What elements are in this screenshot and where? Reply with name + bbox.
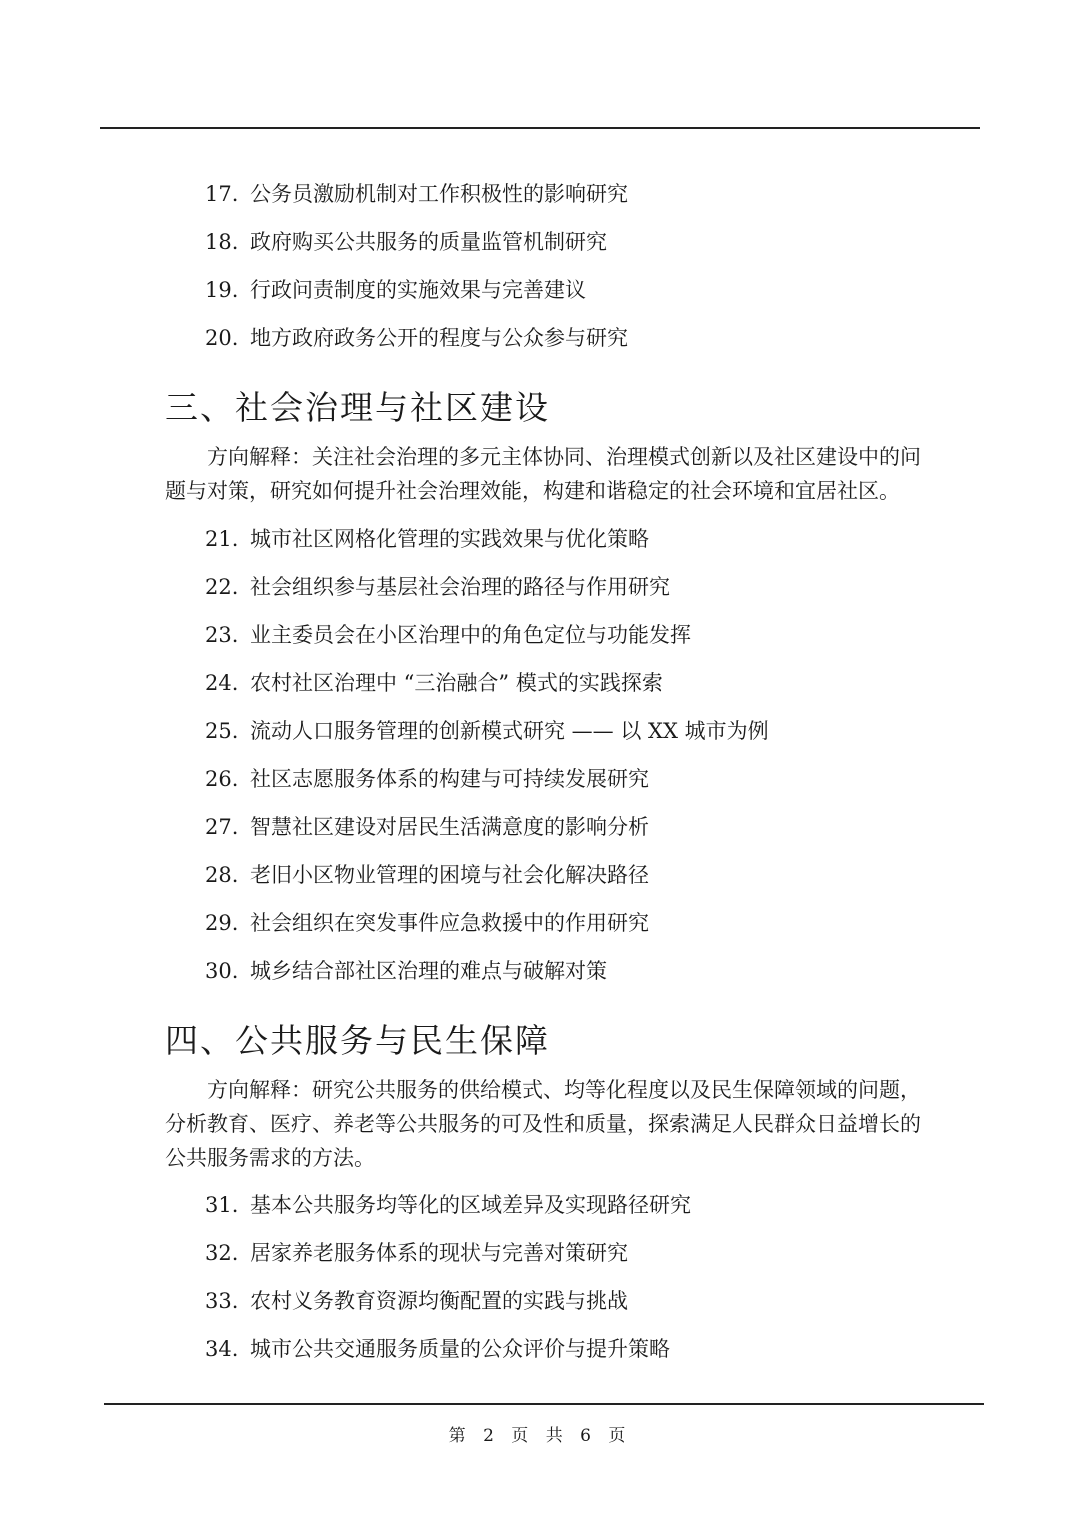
section-description: 方向解释：研究公共服务的供给模式、均等化程度以及民生保障领域的问题，分析教育、医疗、养老等公共服务的可及性和质量，探索满足人民群众日益增长的公共服务需求的方法。 xyxy=(165,1078,921,1170)
list-item xyxy=(205,275,586,305)
item-text: 智慧社区建设对居民生活满意度的影响分析 xyxy=(250,815,649,839)
item-text: 流动人口服务管理的创新模式研究 —— 以 XX 城市为例 xyxy=(250,719,769,743)
item-text: 城乡结合部社区治理的难点与破解对策 xyxy=(250,959,607,983)
item-number: 26. xyxy=(205,767,239,791)
item-number: 30. xyxy=(205,959,239,983)
page-number: 第 2 页 共 6 页 xyxy=(448,1426,632,1446)
item-number: 23. xyxy=(205,623,239,647)
list-item xyxy=(205,179,628,209)
list-item xyxy=(205,524,649,554)
list-item xyxy=(205,1286,628,1316)
item-number: 33. xyxy=(205,1289,239,1313)
section-description: 方向解释：关注社会治理的多元主体协同、治理模式创新以及社区建设中的问题与对策，研究如何提升社会治理效能，构建和谐稳定的社会环境和宜居社区。 xyxy=(165,445,921,503)
item-text: 行政问责制度的实施效果与完善建议 xyxy=(250,278,586,302)
list-item xyxy=(205,860,649,890)
item-text: 社会组织在突发事件应急救援中的作用研究 xyxy=(250,911,649,935)
list-item xyxy=(205,908,649,938)
item-number: 34. xyxy=(205,1337,239,1361)
list-item xyxy=(205,956,607,986)
list-item xyxy=(205,812,649,842)
list-item xyxy=(205,764,649,794)
item-number: 28. xyxy=(205,863,239,887)
item-text: 城市社区网格化管理的实践效果与优化策略 xyxy=(250,527,649,551)
item-text: 地方政府政务公开的程度与公众参与研究 xyxy=(250,326,628,350)
item-number: 19. xyxy=(205,278,239,302)
item-text: 城市公共交通服务质量的公众评价与提升策略 xyxy=(250,1337,670,1361)
list-item xyxy=(205,227,607,257)
item-text: 公务员激励机制对工作积极性的影响研究 xyxy=(250,182,628,206)
list-item xyxy=(205,620,691,650)
item-text: 政府购买公共服务的质量监管机制研究 xyxy=(250,230,607,254)
list-item xyxy=(205,1190,691,1220)
header-rule xyxy=(100,127,980,129)
footer-rule xyxy=(104,1403,984,1405)
section-heading-social-governance: 三、社会治理与社区建设 xyxy=(165,388,550,427)
list-item xyxy=(205,716,769,746)
item-number: 18. xyxy=(205,230,239,254)
item-number: 21. xyxy=(205,527,239,551)
list-item xyxy=(205,323,628,353)
item-number: 27. xyxy=(205,815,239,839)
list-item xyxy=(205,668,663,698)
item-number: 32. xyxy=(205,1241,239,1265)
item-number: 20. xyxy=(205,326,239,350)
item-text: 农村义务教育资源均衡配置的实践与挑战 xyxy=(250,1289,628,1313)
item-text: 社会组织参与基层社会治理的路径与作用研究 xyxy=(250,575,670,599)
item-number: 31. xyxy=(205,1193,239,1217)
item-text: 老旧小区物业管理的困境与社会化解决路径 xyxy=(250,863,649,887)
item-text: 业主委员会在小区治理中的角色定位与功能发挥 xyxy=(250,623,691,647)
list-item xyxy=(205,572,670,602)
item-text: 农村社区治理中 “三治融合” 模式的实践探索 xyxy=(250,671,663,695)
item-text: 居家养老服务体系的现状与完善对策研究 xyxy=(250,1241,628,1265)
list-item xyxy=(205,1238,628,1268)
item-number: 22. xyxy=(205,575,239,599)
item-number: 17. xyxy=(205,182,239,206)
item-number: 25. xyxy=(205,719,239,743)
item-number: 24. xyxy=(205,671,239,695)
item-text: 社区志愿服务体系的构建与可持续发展研究 xyxy=(250,767,649,791)
item-text: 基本公共服务均等化的区域差异及实现路径研究 xyxy=(250,1193,691,1217)
list-item xyxy=(205,1334,670,1364)
section-heading-public-services: 四、公共服务与民生保障 xyxy=(165,1021,550,1060)
item-number: 29. xyxy=(205,911,239,935)
